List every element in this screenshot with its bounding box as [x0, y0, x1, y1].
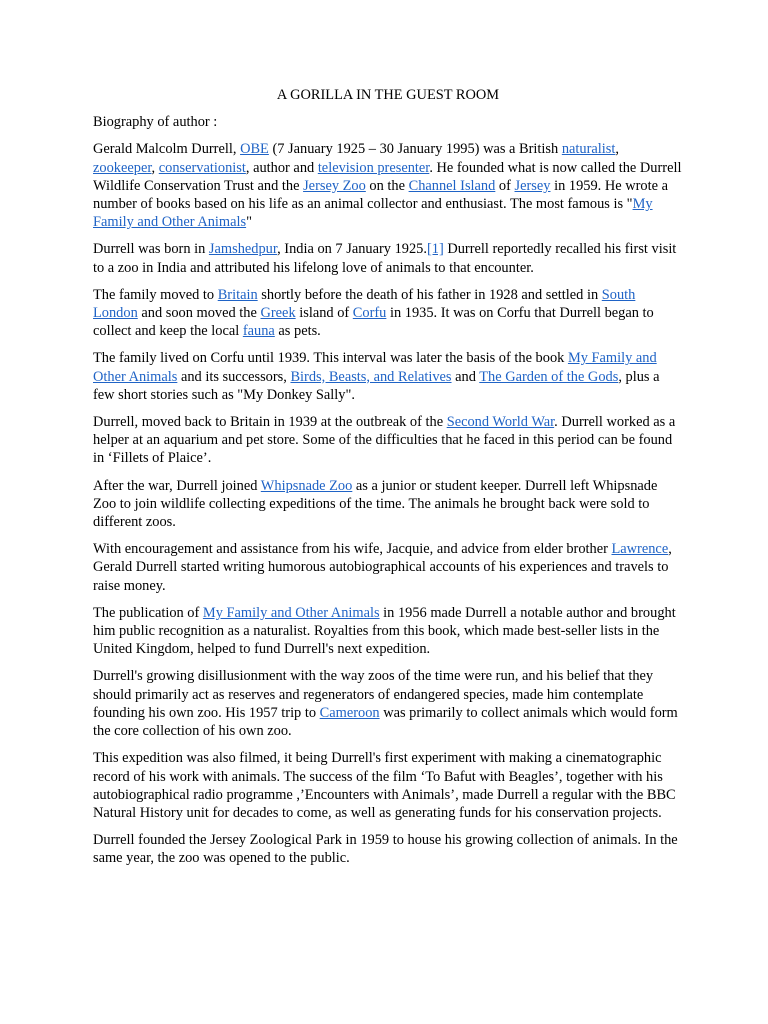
- hyperlink[interactable]: Second World War: [446, 414, 555, 431]
- text-run: Durrell reportedly recalled his first visit to a zoo in India and attributed his lifelong love of animals to that encounter.: [93, 241, 677, 276]
- paragraph: [93, 749, 683, 822]
- document-body: [93, 140, 683, 867]
- hyperlink[interactable]: My Family and Other Animals: [93, 196, 653, 231]
- text-run: Durrell founded the Jersey Zoological Park in 1959 to house his growing collection of animals. In the same year, the zoo was opened to the public.: [93, 832, 678, 867]
- biography-heading: Biography of author :: [93, 114, 218, 131]
- text-run: in 1956 made Durrell a notable author and brought him public recognition as a naturalist. Royalties from this book, which made best-seller lists in the United Kingdom, helped to fund Durrell's next expedition.: [93, 604, 676, 658]
- text-run: After the war, Durrell joined: [93, 477, 261, 494]
- hyperlink[interactable]: Jersey Zoo: [303, 177, 366, 194]
- hyperlink[interactable]: Jersey: [514, 177, 551, 194]
- text-run: ,: [151, 159, 159, 176]
- text-run: , plus a few short stories such as "My Donkey Sally".: [93, 368, 660, 403]
- text-run: . Durrell worked as a helper at an aquarium and pet store. Some of the difficulties that he faced in this period can be found in ‘Fillets of Plaice’.: [93, 414, 676, 467]
- hyperlink[interactable]: conservationist: [158, 159, 246, 176]
- paragraph: [93, 413, 683, 468]
- hyperlink[interactable]: Lawrence: [611, 541, 669, 558]
- paragraph: [93, 604, 683, 659]
- hyperlink[interactable]: South London: [93, 286, 636, 322]
- hyperlink[interactable]: fauna: [242, 323, 275, 340]
- hyperlink[interactable]: naturalist: [561, 141, 616, 158]
- text-run: ": [246, 214, 252, 231]
- text-run: and soon moved the: [137, 305, 261, 322]
- text-run: With encouragement and assistance from his wife, Jacquie, and advice from elder brother: [93, 541, 612, 558]
- text-run: shortly before the death of his father in 1928 and settled in: [257, 286, 602, 303]
- text-run: Durrell, moved back to Britain in 1939 at the outbreak of the: [93, 414, 447, 431]
- text-run: on the: [365, 177, 409, 194]
- hyperlink[interactable]: Greek: [260, 305, 296, 322]
- paragraph: [93, 349, 683, 404]
- hyperlink[interactable]: My Family and Other Animals: [202, 604, 380, 621]
- hyperlink[interactable]: Channel Island: [408, 177, 496, 194]
- text-run: , India on 7 January 1925.: [277, 241, 427, 258]
- text-run: as pets.: [274, 323, 321, 340]
- text-run: was primarily to collect animals which would form the core collection of his own zoo.: [93, 704, 678, 740]
- hyperlink[interactable]: television presenter: [317, 159, 430, 176]
- text-run: , author and: [245, 159, 318, 176]
- hyperlink[interactable]: Cameroon: [319, 704, 380, 721]
- text-run: Gerald Malcolm Durrell,: [93, 141, 241, 158]
- text-run: Durrell's growing disillusionment with the way zoos of the time were run, and his belief that they should primarily act as reserves and regenerators of endangered species, made him contemplate founding his own zoo. His 1957 trip to: [93, 668, 654, 721]
- document-page: [93, 86, 683, 877]
- paragraph: [93, 140, 683, 231]
- hyperlink[interactable]: Britain: [217, 286, 258, 303]
- hyperlink[interactable]: My Family and Other Animals: [93, 350, 657, 385]
- hyperlink[interactable]: OBE: [240, 141, 269, 158]
- hyperlink[interactable]: Whipsnade Zoo: [260, 477, 353, 494]
- text-run: in 1959. He wrote a number of books based on his life as an animal collector and enthusiast. The most famous is ": [93, 177, 668, 213]
- hyperlink[interactable]: Birds, Beasts, and Relatives: [290, 368, 452, 385]
- text-run: , Gerald Durrell started writing humorous autobiographical accounts of his experiences and travels to raise money.: [93, 541, 672, 594]
- text-run: island of: [295, 305, 353, 322]
- paragraph: [93, 831, 683, 867]
- text-run: . He founded what is now called the Durrell Wildlife Conservation Trust and the: [93, 159, 682, 194]
- text-run: The publication of: [93, 604, 203, 621]
- hyperlink[interactable]: zookeeper: [93, 159, 152, 176]
- text-run: Durrell was born in: [93, 241, 209, 258]
- text-run: The family lived on Corfu until 1939. This interval was later the basis of the book: [93, 350, 568, 367]
- hyperlink[interactable]: Jamshedpur: [208, 241, 278, 258]
- text-run: as a junior or student keeper. Durrell left Whipsnade Zoo to join wildlife collecting expeditions of the time. The animals he brought back were sold to different zoos.: [93, 477, 658, 531]
- paragraph: [93, 667, 683, 740]
- text-run: of: [495, 177, 515, 194]
- paragraph: [93, 540, 683, 595]
- paragraph: [93, 477, 683, 532]
- text-run: This expedition was also filmed, it being Durrell's first experiment with making a cinematographic record of his work with animals. The success of the film ‘To Bafut with Beagles’, together with his autobiographical radio programme ,’Encounters with Animals’, made Durrell a regular with the BBC Natural History unit for decades to come, as well as generating funds for his conservation projects.: [93, 750, 676, 821]
- text-run: ,: [615, 141, 619, 158]
- hyperlink[interactable]: Corfu: [352, 305, 387, 322]
- hyperlink[interactable]: The Garden of the Gods: [479, 368, 619, 385]
- text-run: and: [451, 368, 480, 385]
- document-title: A GORILLA IN THE GUEST ROOM: [276, 87, 500, 103]
- paragraph: [93, 286, 683, 341]
- text-run: (7 January 1925 – 30 January 1995) was a British: [268, 141, 562, 158]
- paragraph: [93, 240, 683, 276]
- hyperlink[interactable]: [1]: [426, 241, 444, 258]
- text-run: in 1935. It was on Corfu that Durrell began to collect and keep the local: [93, 305, 654, 340]
- text-run: The family moved to: [93, 286, 218, 303]
- text-run: and its successors,: [177, 368, 291, 385]
